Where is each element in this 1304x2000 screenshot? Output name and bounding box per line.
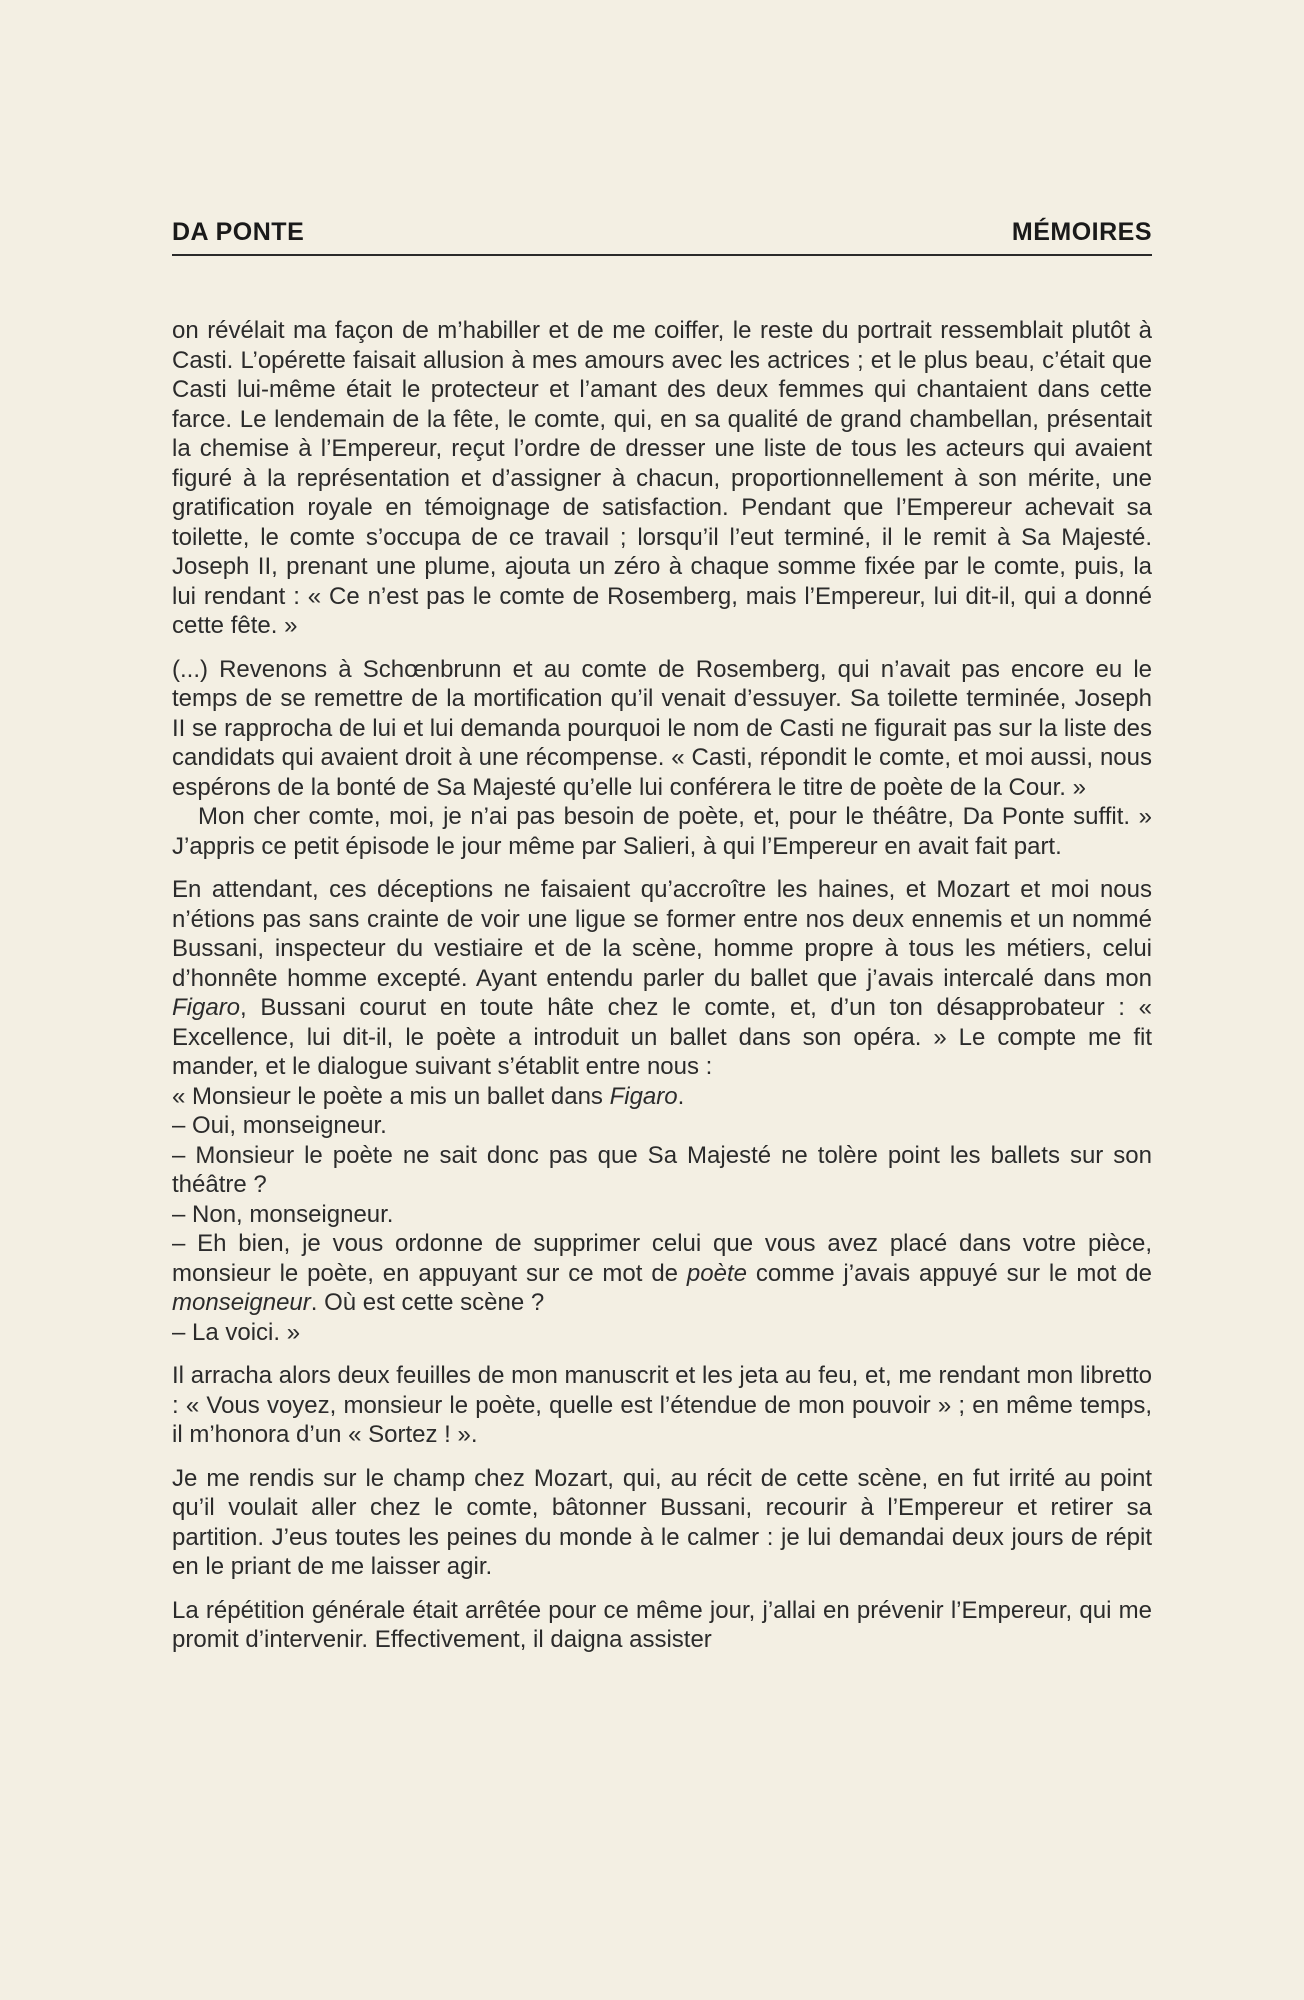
text-run: , Bussani courut en toute hâte chez le comte, et, d’un ton désapprobateur : « Excellence, lui dit-il, le poète a introduit un ballet dans son opéra. » Le compte me fit mander, et le dialogue suivant s’établit entre nous :	[172, 994, 1152, 1080]
paragraph	[172, 316, 1152, 641]
paragraph	[172, 1464, 1152, 1582]
text-run: (...) Revenons à Schœnbrunn et au comte de Rosemberg, qui n’avait pas encore eu le temps de se remettre de la mortification qu’il venait d’essuyer. Sa toilette terminée, Joseph II se rapprocha de lui et lui demanda pourquoi le nom de Casti ne figurait pas sur la liste des candidats qui avaient droit à une récompense. « Casti, répondit le comte, et moi aussi, nous espérons de la bonté de Sa Majesté qu’elle lui conférera le titre de poète de la Cour. »	[172, 655, 1152, 801]
dialogue-block	[172, 1082, 1152, 1348]
dialogue-line	[172, 1318, 1152, 1348]
text-run: – Oui, monseigneur.	[172, 1112, 387, 1139]
dialogue-line	[172, 1229, 1152, 1318]
body-text	[172, 316, 1152, 1669]
dialogue-line	[172, 1082, 1152, 1112]
text-run: – Non, monseigneur.	[172, 1200, 394, 1228]
dialogue-line	[172, 1141, 1152, 1200]
text-run: – La voici. »	[172, 1318, 301, 1346]
text-run: – Eh bien, je vous ordonne de supprimer celui que vous avez placé dans votre pièce, monsieur le poète, en appuyant sur ce mot de	[172, 1230, 1152, 1287]
text-run: Je me rendis sur le champ chez Mozart, qui, au récit de cette scène, en fut irrité au point qu’il voulait aller chez le comte, bâtonner Bussani, recourir à l’Empereur et retirer sa partition. J’eus toutes les peines du monde à le calmer : je lui demandai deux jours de répit en le priant de me laisser agir.	[172, 1464, 1152, 1580]
paragraph	[172, 1361, 1152, 1450]
text-run: Il arracha alors deux feuilles de mon manuscrit et les jeta au feu, et, me rendant mon libretto : « Vous voyez, monsieur le poète, quelle est l’étendue de mon pouvoir » ; en même temps, il m’honora d’un « Sortez ! ».	[172, 1362, 1152, 1448]
text-run: En attendant, ces déceptions ne faisaient qu’accroître les haines, et Mozart et moi nous n’étions pas sans crainte de voir une ligue se former entre nos deux ennemis et un nommé Bussani, inspecteur du vestiaire et de la scène, homme propre à tous les métiers, celui d’honnête homme excepté. Ayant entendu parler du ballet que j’avais intercalé dans mon	[172, 876, 1152, 992]
header-author: DA PONTE	[172, 218, 305, 246]
text-run: . Où est cette scène ?	[310, 1289, 545, 1316]
dialogue-line	[172, 1111, 1152, 1141]
paragraph	[172, 875, 1152, 1082]
paragraph	[172, 1596, 1152, 1655]
italic-text: monseigneur	[172, 1289, 311, 1316]
text-run: La répétition générale était arrêtée pour ce même jour, j’allai en prévenir l’Empereur, qui me promit d’intervenir. Effectivement, il daigna assister	[172, 1596, 1152, 1653]
text-run: comme j’avais appuyé sur le mot de	[746, 1259, 1153, 1287]
text-run: on révélait ma façon de m’habiller et de me coiffer, le reste du portrait ressemblait plutôt à Casti. L’opérette faisait allusion à mes amours avec les actrices ; et le plus beau, c’était que Casti lui-même était le protecteur et l’amant des deux femmes qui chantaient dans cette farce. Le lendemain de la fête, le comte, qui, en sa qualité de grand chambellan, présentait la chemise à l’Empereur, reçut l’ordre de dresser une liste de tous les acteurs qui avaient figuré à la représentation et d’assigner à chacun, proportionnellement à son mérite, une gratification royale en témoignage de satisfaction. Pendant que l’Empereur achevait sa toilette, le comte s’occupa de ce travail ; lorsqu’il l’eut terminé, il le remit à Sa Majesté. Joseph II, prenant une plume, ajouta un zéro à chaque somme fixée par le comte, puis, la lui rendant : « Ce n’est pas le comte de Rosemberg, mais l’Empereur, lui dit-il, qui a donné cette fête. »	[172, 317, 1152, 639]
text-run: – Monsieur le poète ne sait donc pas que Sa Majesté ne tolère point les ballets sur son théâtre ?	[172, 1141, 1152, 1198]
text-run: .	[677, 1082, 685, 1110]
header-title: MÉMOIRES	[1011, 218, 1152, 246]
italic-text: poète	[686, 1259, 747, 1287]
paragraph	[172, 655, 1152, 803]
text-run: Mon cher comte, moi, je n’ai pas besoin de poète, et, pour le théâtre, Da Ponte suffit. » J’appris ce petit épisode le jour même par Salieri, à qui l’Empereur en avait fait part.	[172, 803, 1152, 860]
italic-text: Figaro	[609, 1082, 678, 1110]
paragraph	[172, 802, 1152, 861]
running-header	[172, 218, 1152, 256]
text-run: « Monsieur le poète a mis un ballet dans	[172, 1082, 610, 1110]
italic-text: Figaro	[172, 994, 241, 1021]
dialogue-line	[172, 1200, 1152, 1230]
